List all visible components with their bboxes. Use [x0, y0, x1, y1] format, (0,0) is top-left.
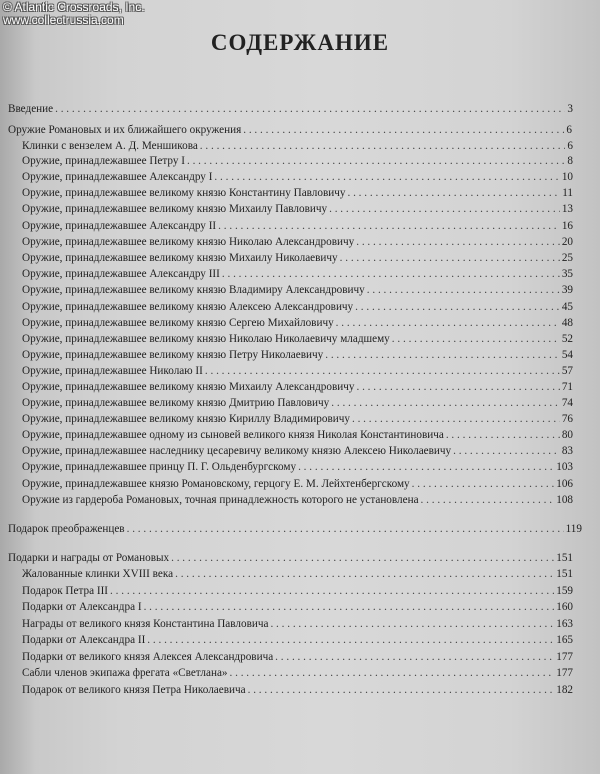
toc-entry-page: 165 [556, 634, 573, 646]
dot-leader [347, 187, 560, 199]
toc-entry-title: Подарок преображенцев [8, 523, 125, 535]
toc-section [8, 103, 573, 115]
toc-entry [22, 268, 573, 280]
toc-entry [22, 333, 573, 345]
toc-entry [22, 667, 573, 679]
toc-entry-title: Оружие, принадлежавшее великому князю Владимиру Александровичу [22, 284, 365, 296]
toc-entry-title: Оружие, принадлежавшее великому князю Михаилу Павловичу [22, 203, 328, 215]
dot-leader [412, 478, 555, 490]
toc-entry [22, 684, 573, 696]
toc-entry [22, 365, 573, 377]
toc-entry [22, 236, 573, 248]
toc-entry-page: 71 [561, 381, 573, 393]
toc-entry-page: 108 [556, 494, 573, 506]
toc-entry [22, 155, 573, 167]
toc-entry-page: 20 [561, 236, 573, 248]
toc-entry-page: 159 [556, 585, 573, 597]
toc-entry-title: Оружие, принадлежавшее Николаю II [22, 365, 203, 377]
toc-entry-title: Подарки и награды от Романовых [8, 552, 170, 564]
dot-leader [144, 601, 555, 613]
toc-entry-title: Оружие, принадлежавшее Александру III [22, 268, 220, 280]
toc-entry-page: 177 [556, 667, 573, 679]
toc-entry [22, 634, 573, 646]
toc-entry-title: Оружие, принадлежавшее великому князю Дмитрию Павловичу [22, 397, 330, 409]
toc-entry [22, 140, 573, 152]
toc-entry-page: 45 [561, 301, 573, 313]
dot-leader [222, 268, 560, 280]
dot-leader [421, 494, 555, 506]
toc-entry-title: Оружие, принадлежавшее великому князю Михаилу Александровичу [22, 381, 355, 393]
toc-entry-title: Оружие из гардероба Романовых, точная принадлежность которого не установлена [22, 494, 419, 506]
dot-leader [275, 651, 554, 663]
toc-section [8, 552, 573, 564]
toc-entry-page: 25 [561, 252, 573, 264]
dot-leader [175, 568, 554, 580]
toc-entry-title: Оружие, принадлежавшее великому князю Алексею Александровичу [22, 301, 354, 313]
toc-entry-page: 151 [556, 552, 573, 564]
toc-entry-title: Оружие Романовых и их ближайшего окружения [8, 124, 242, 136]
toc-entry-page: 35 [561, 268, 573, 280]
toc-entry-title: Оружие, принадлежавшее великому князю Константину Павловичу [22, 187, 346, 199]
toc-entry-title: Жалованные клинки XVIII века [22, 568, 174, 580]
toc-entry [22, 601, 573, 613]
dot-leader [218, 220, 560, 232]
toc-entry [22, 171, 573, 183]
toc-entry-page: 80 [561, 429, 573, 441]
toc-entry [22, 445, 573, 457]
toc-section [8, 523, 582, 535]
dot-leader [147, 634, 554, 646]
dot-leader [248, 684, 555, 696]
toc-entry-page: 57 [561, 365, 573, 377]
toc-entry-page: 11 [562, 187, 573, 199]
toc-entry-page: 8 [567, 155, 573, 167]
toc-entry-page: 177 [556, 651, 573, 663]
toc-entry [22, 349, 573, 361]
toc-entry-title: Оружие, принадлежавшее князю Романовскому, герцогу Е. М. Лейхтенбергскому [22, 478, 410, 490]
toc-entry-page: 83 [561, 445, 573, 457]
toc-entry-title: Подарок Петра III [22, 585, 109, 597]
toc-entry-page: 163 [556, 618, 573, 630]
toc-entry [22, 220, 573, 232]
dot-leader [214, 171, 559, 183]
dot-leader [110, 585, 554, 597]
toc-entry-title: Оружие, принадлежавшее одному из сыновей великого князя Николая Константиновича [22, 429, 444, 441]
toc-entry-title: Оружие, принадлежавшее великому князю Петру Николаевичу [22, 349, 324, 361]
toc-entry [22, 381, 573, 393]
toc-entry-title: Оружие, принадлежавшее Петру I [22, 155, 185, 167]
toc-entry-title: Подарки от великого князя Алексея Александровича [22, 651, 274, 663]
toc-entry-page: 151 [556, 568, 573, 580]
dot-leader [127, 523, 564, 535]
dot-leader [205, 365, 560, 377]
toc-entry-page: 76 [561, 413, 573, 425]
toc-entry-page: 182 [556, 684, 573, 696]
toc-entry-title: Введение [8, 103, 54, 115]
toc-entry-title: Оружие, принадлежавшее принцу П. Г. Ольденбургскому [22, 461, 297, 473]
watermark-copyright: © Atlantic Crossroads, Inc. [3, 0, 145, 14]
toc-entry [22, 187, 573, 199]
toc-entry [22, 317, 573, 329]
watermark [0, 0, 148, 28]
dot-leader [352, 413, 560, 425]
dot-leader [200, 140, 566, 152]
toc-entry-page: 39 [561, 284, 573, 296]
toc-entry [22, 301, 573, 313]
toc-entry-page: 160 [556, 601, 573, 613]
toc-entry-title: Сабли членов экипажа фрегата «Светлана» [22, 667, 228, 679]
dot-leader [356, 236, 560, 248]
toc-entry [22, 429, 573, 441]
dot-leader [336, 317, 560, 329]
dot-leader [367, 284, 560, 296]
toc-entry [22, 478, 573, 490]
toc-entry-page: 6 [566, 124, 572, 136]
dot-leader [55, 103, 565, 115]
toc-entry [22, 461, 573, 473]
toc-entry [22, 413, 573, 425]
toc-entry-page: 3 [567, 103, 573, 115]
toc-entry [22, 585, 573, 597]
dot-leader [453, 445, 560, 457]
toc-entry [22, 494, 573, 506]
dot-leader [355, 301, 560, 313]
toc-entry [22, 651, 573, 663]
toc-entry-title: Оружие, принадлежавшее великому князю Николаю Николаевичу младшему [22, 333, 390, 345]
toc-entry-title: Оружие, принадлежавшее великому князю Кириллу Владимировичу [22, 413, 350, 425]
dot-leader [187, 155, 565, 167]
toc-entry-page: 16 [561, 220, 573, 232]
toc-entry-title: Оружие, принадлежавшее великому князю Сергею Михайловичу [22, 317, 334, 329]
toc-entry [22, 284, 573, 296]
toc-entry-title: Оружие, принадлежавшее Александру II [22, 220, 217, 232]
toc-entry-page: 52 [561, 333, 573, 345]
toc-entry-title: Подарки от Александра I [22, 601, 142, 613]
toc-entry-page: 54 [561, 349, 573, 361]
dot-leader [171, 552, 554, 564]
toc-entry-page: 106 [556, 478, 573, 490]
dot-leader [298, 461, 554, 473]
toc-entry-title: Оружие, принадлежавшее наследнику цесаревичу великому князю Алексею Николаевичу [22, 445, 452, 457]
toc-entry-title: Оружие, принадлежавшее великому князю Михаилу Николаевичу [22, 252, 338, 264]
toc-entry-title: Подарки от Александра II [22, 634, 146, 646]
toc-entry-page: 103 [556, 461, 573, 473]
toc-entry-title: Клинки с вензелем А. Д. Меншикова [22, 140, 198, 152]
toc-entry-page: 119 [565, 523, 582, 535]
dot-leader [356, 381, 559, 393]
dot-leader [325, 349, 560, 361]
dot-leader [270, 618, 554, 630]
toc-section [8, 124, 572, 136]
toc-entry-page: 13 [561, 203, 573, 215]
dot-leader [243, 124, 564, 136]
dot-leader [331, 397, 560, 409]
dot-leader [340, 252, 560, 264]
toc-entry-page: 74 [561, 397, 573, 409]
toc-entry [22, 252, 573, 264]
page-title: СОДЕРЖАНИЕ [210, 30, 390, 55]
dot-leader [392, 333, 560, 345]
dot-leader [230, 667, 555, 679]
toc-entry-title: Оружие, принадлежавшее великому князю Николаю Александровичу [22, 236, 355, 248]
toc-entry-page: 48 [561, 317, 573, 329]
toc-entry-title: Подарок от великого князя Петра Николаевича [22, 684, 246, 696]
toc-entry-title: Награды от великого князя Константина Павловича [22, 618, 269, 630]
toc-entry-page: 6 [567, 140, 573, 152]
toc-entry [22, 618, 573, 630]
toc-entry-title: Оружие, принадлежавшее Александру I [22, 171, 213, 183]
toc-entry-page: 10 [561, 171, 573, 183]
dot-leader [446, 429, 560, 441]
toc-entry [22, 568, 573, 580]
watermark-url: www.collectrussia.com [3, 13, 124, 27]
dot-leader [329, 203, 560, 215]
toc-entry [22, 397, 573, 409]
toc-entry [22, 203, 573, 215]
